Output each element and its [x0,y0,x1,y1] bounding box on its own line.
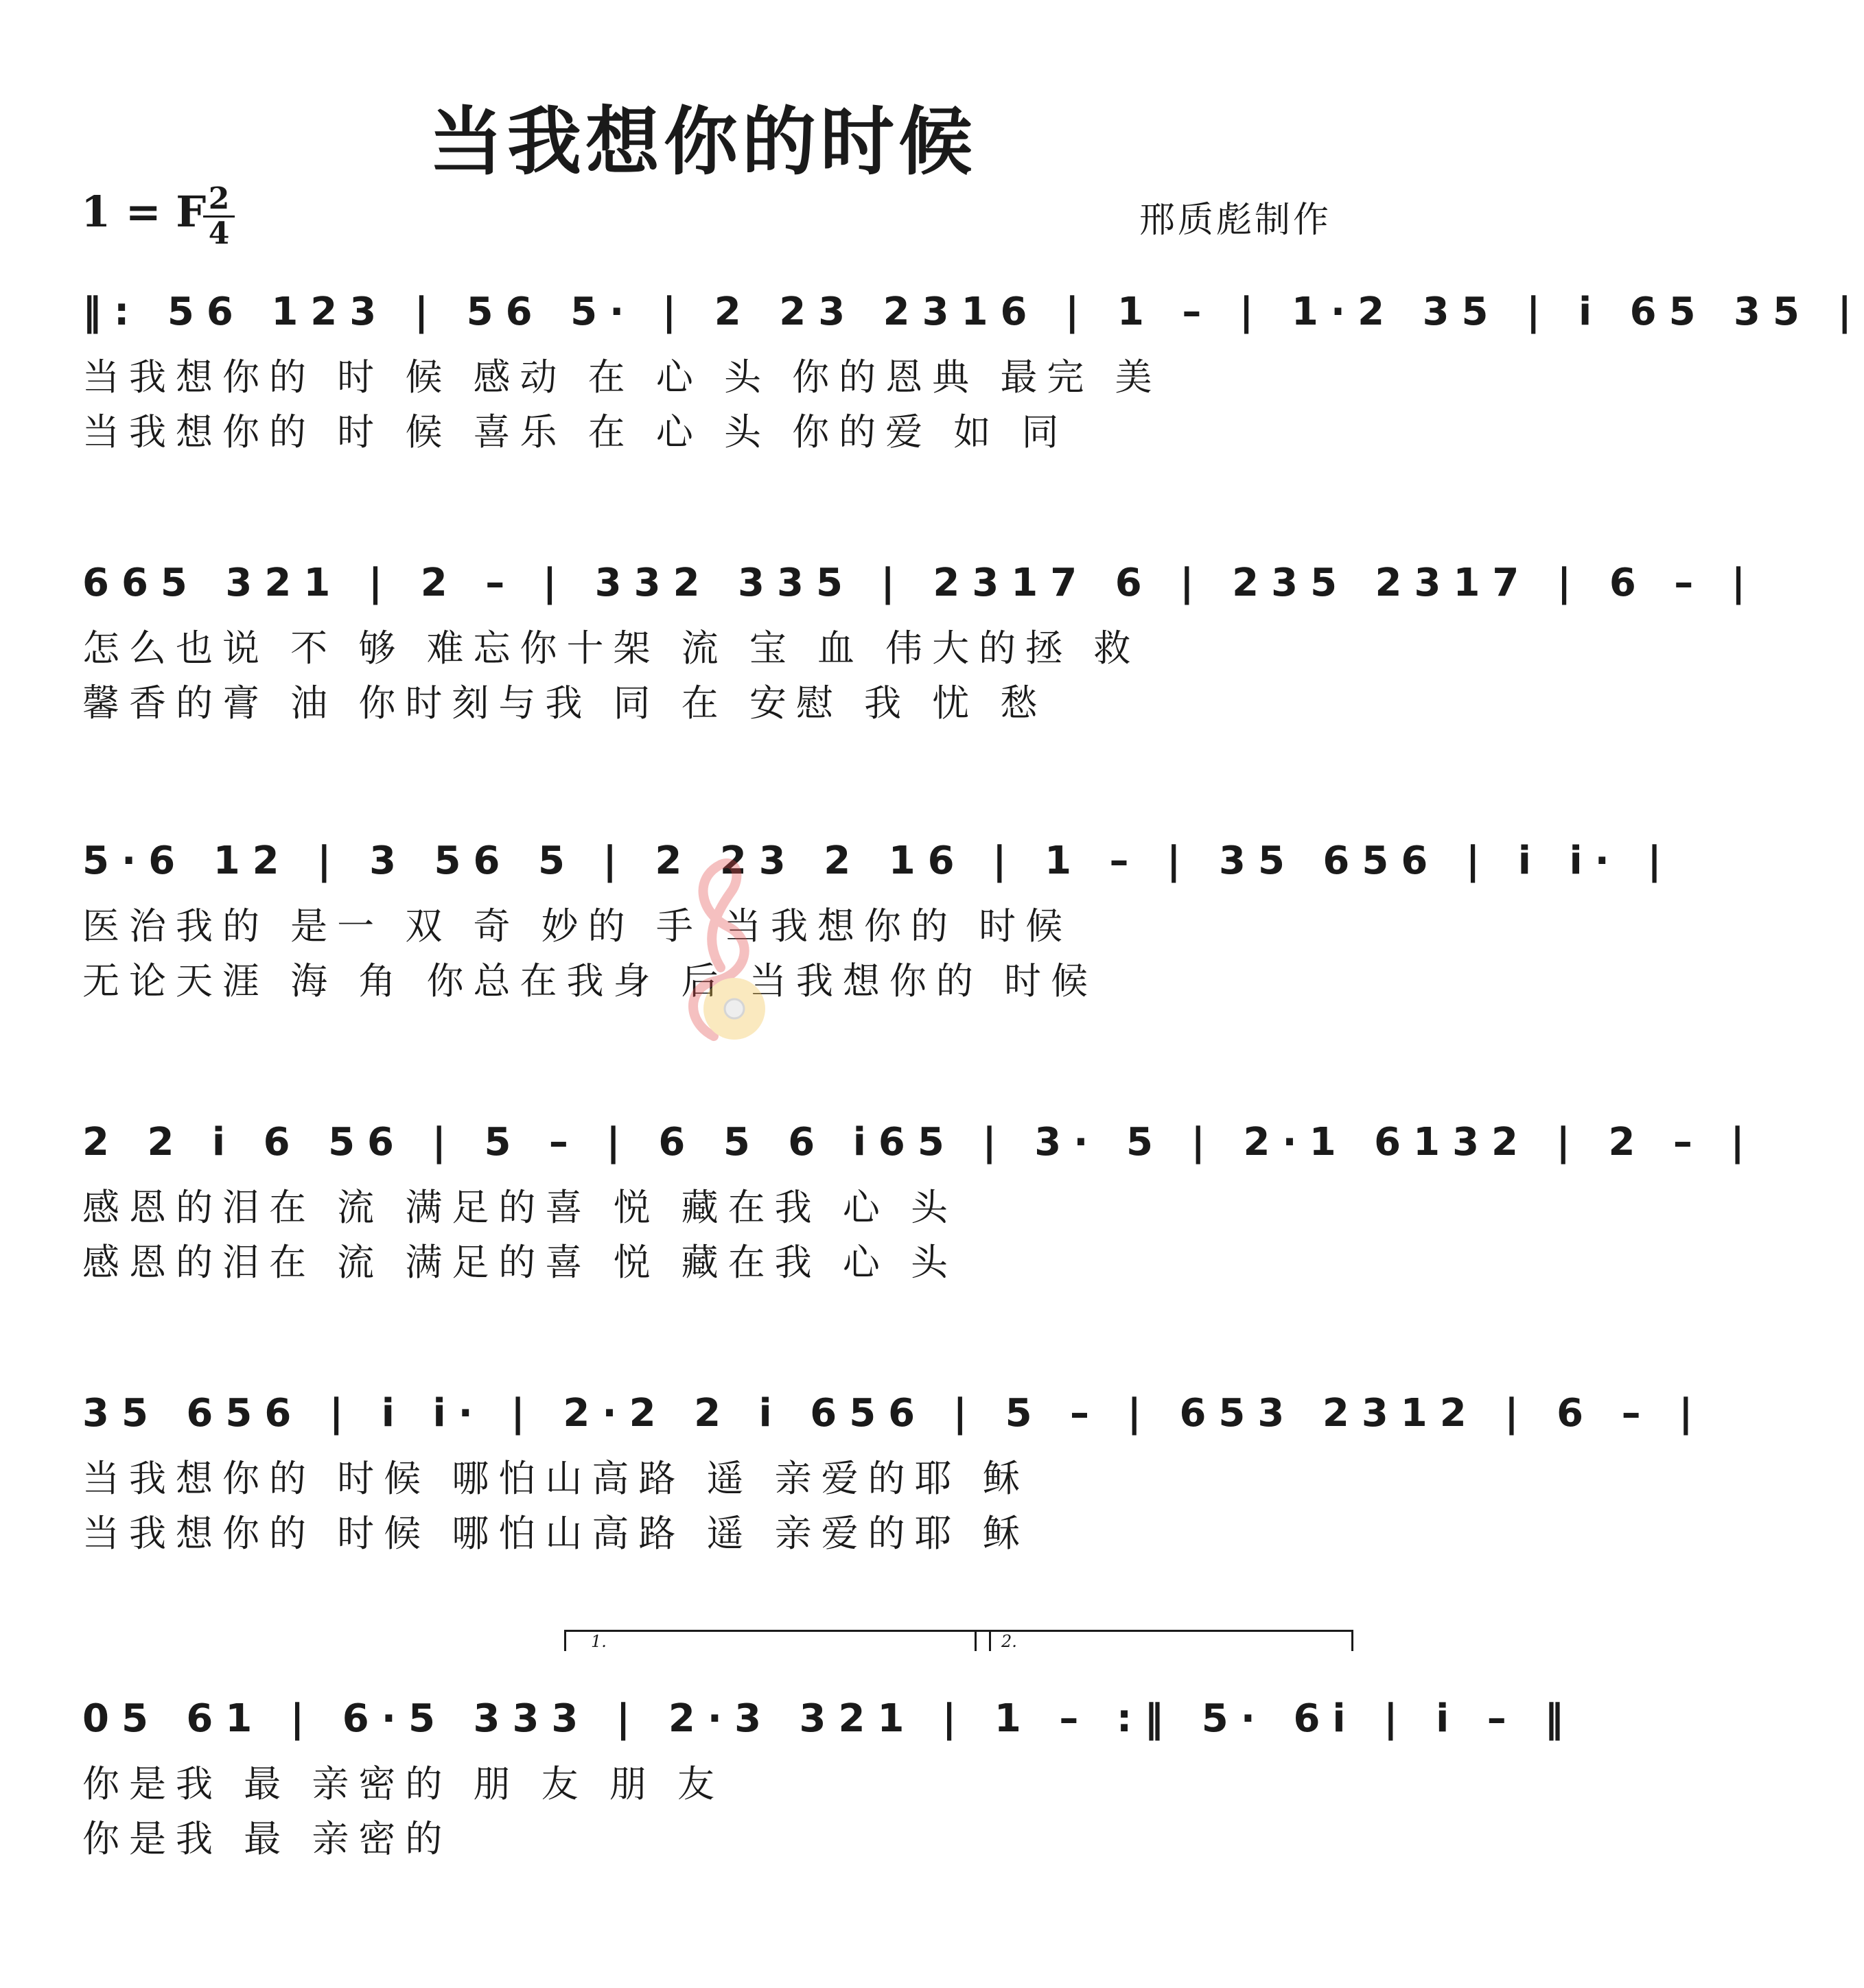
key-signature: 1 = F [81,187,207,237]
lyrics-verse-1: 当我想你的 时 候 感动 在 心 头 你的恩典 最完 美 [82,355,1162,399]
score-row [75,274,1864,460]
notation-text: ‖: 56 123 | 56 5· | 2 23 2316 | 1 – | 1·2 35 | i 65 35 | [82,290,1864,334]
volta-first-ending [564,1630,991,1651]
notation-text: 5·6 12 | 3 56 5 | 2 23 2 16 | 1 – | 35 656 | i i· | [82,839,1674,883]
notation-line [75,1376,1705,1451]
score-row [75,1105,1757,1290]
lyrics-verse-1: 感恩的泪在 流 满足的喜 悦 藏在我 心 头 [82,1186,957,1229]
notation-text: 35 656 | i i· | 2·2 2 i 656 | 5 – | 653 2312 | 6 – | [82,1391,1705,1436]
time-signature [203,181,235,251]
lyrics-verse-2: 馨香的膏 油 你时刻与我 同 在 安慰 我 忧 愁 [82,681,1047,725]
notation-text: 05 61 | 6·5 333 | 2·3 321 | 1 – :‖ 5· 6i | i – ‖ [82,1696,1576,1741]
notation-text: 665 321 | 2 – | 332 335 | 2317 6 | 235 2317 | 6 – | [82,561,1758,605]
volta-label-2: 2. [1001,1632,1017,1651]
notation-line [75,546,1758,621]
arranger-credit: 邢质彪制作 [1139,200,1331,241]
lyrics-verse-2: 当我想你的 时候 哪怕山高路 遥 亲爱的耶 稣 [82,1512,1029,1555]
notation-line [75,1681,1576,1757]
lyrics-verse-1: 你是我 最 亲密的 朋 友 朋 友 [82,1762,724,1805]
score-row [75,1681,1576,1867]
time-signature-top: 2 [208,181,230,216]
lyrics-verse-1: 医治我的 是一 双 奇 妙的 手 当我想你的 时候 [82,904,1073,948]
lyrics-verse-1: 怎么也说 不 够 难忘你十架 流 宝 血 伟大的拯 救 [82,627,1141,670]
notation-line [75,1105,1757,1180]
volta-second-ending [975,1630,1353,1651]
lyrics-verse-1: 当我想你的 时候 哪怕山高路 遥 亲爱的耶 稣 [82,1457,1029,1500]
notation-text: 2 2 i 6 56 | 5 – | 6 5 6 i65 | 3· 5 | 2·1 6132 | 2 – | [82,1120,1757,1165]
notation-line [75,274,1864,350]
lyrics-verse-2: 感恩的泪在 流 满足的喜 悦 藏在我 心 头 [82,1241,957,1284]
lyrics-verse-2: 当我想你的 时 候 喜乐 在 心 头 你的爱 如 同 [82,410,1069,454]
lyrics-verse-2: 你是我 最 亲密的 [82,1817,452,1860]
score-row [75,546,1758,731]
score-row [75,1376,1705,1561]
song-title: 当我想你的时候 [428,99,977,185]
treble-clef-watermark-icon [673,851,769,1050]
volta-label-1: 1. [591,1632,607,1651]
lyrics-verse-2: 无论天涯 海 角 你总在我身 后 当我想你的 时候 [82,959,1097,1003]
time-signature-bottom: 4 [208,216,230,251]
